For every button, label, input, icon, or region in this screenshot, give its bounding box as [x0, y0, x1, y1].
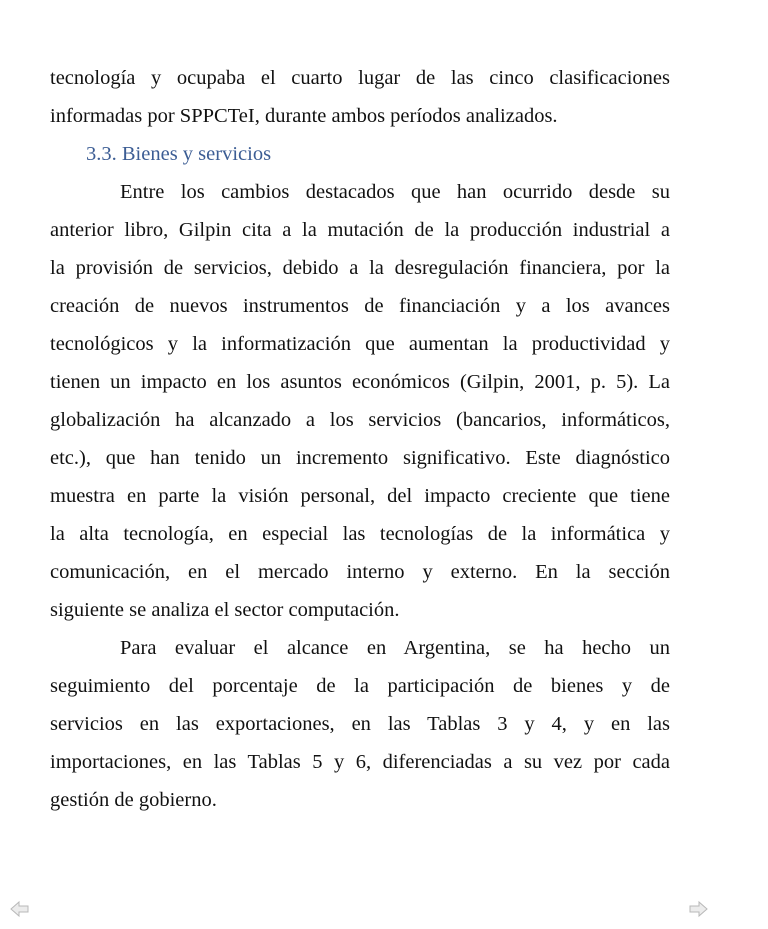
text-line: seguimiento del porcentaje de la participación de bienes y de [50, 675, 670, 697]
text-line: anterior libro, Gilpin cita a la mutación de la producción industrial a [50, 219, 670, 241]
document-page [50, 59, 670, 819]
paragraph-1 [50, 173, 670, 629]
text-line: informadas por SPPCTeI, durante ambos períodos analizados. [50, 105, 558, 127]
text-line: muestra en parte la visión personal, del impacto creciente que tiene [50, 485, 670, 507]
arrow-right-icon [687, 898, 709, 920]
text-line: la alta tecnología, en especial las tecnologías de la informática y [50, 523, 670, 545]
text-line: gestión de gobierno. [50, 789, 217, 811]
text-line: la provisión de servicios, debido a la desregulación financiera, por la [50, 257, 670, 279]
text-line: globalización ha alcanzado a los servicios (bancarios, informáticos, [50, 409, 670, 431]
paragraph-intro [50, 59, 670, 135]
text-line: Entre los cambios destacados que han ocurrido desde su [120, 181, 670, 203]
text-line: comunicación, en el mercado interno y externo. En la sección [50, 561, 670, 583]
paragraph-2 [50, 629, 670, 819]
text-line: importaciones, en las Tablas 5 y 6, diferenciadas a su vez por cada [50, 751, 670, 773]
text-line: creación de nuevos instrumentos de financiación y a los avances [50, 295, 670, 317]
arrow-left-icon [9, 898, 31, 920]
text-line: tecnológicos y la informatización que aumentan la productividad y [50, 333, 670, 355]
text-line: siguiente se analiza el sector computación. [50, 599, 400, 621]
next-page-button[interactable] [687, 898, 709, 920]
text-line: tecnología y ocupaba el cuarto lugar de las cinco clasificaciones [50, 67, 670, 89]
text-line: servicios en las exportaciones, en las Tablas 3 y 4, y en las [50, 713, 670, 735]
text-line: etc.), que han tenido un incremento significativo. Este diagnóstico [50, 447, 670, 469]
text-line: tienen un impacto en los asuntos económicos (Gilpin, 2001, p. 5). La [50, 371, 670, 393]
text-line: Para evaluar el alcance en Argentina, se ha hecho un [120, 637, 670, 659]
previous-page-button[interactable] [9, 898, 31, 920]
section-heading: 3.3. Bienes y servicios [86, 143, 272, 165]
